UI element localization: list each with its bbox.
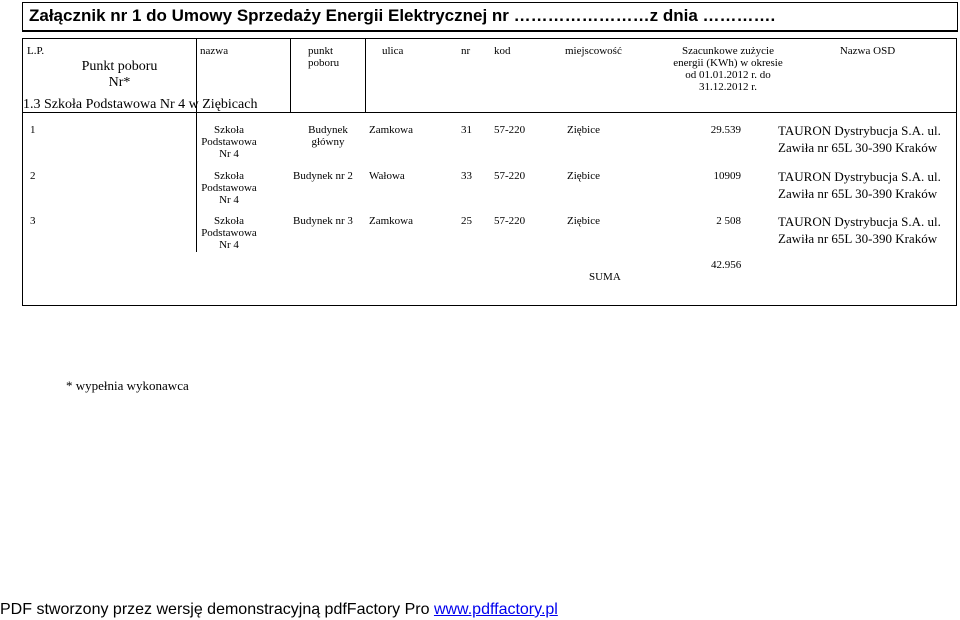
row-3-osd: TAURON Dystrybucja S.A. ul. Zawiła nr 65L 30-390 Kraków [778,214,941,246]
document-title: Załącznik nr 1 do Umowy Sprzedaży Energii Elektrycznej nr ……………………z dnia …………. [22,2,958,32]
header-nazwa: nazwa [200,45,229,57]
row-2-ulica: Wałowa [369,170,405,182]
sum-label: SUMA [589,271,621,283]
row-3-nazwa: Szkoła Podstawowa Nr 4 [201,215,257,251]
row-2-punkt: Budynek nr 2 [293,170,353,182]
pdf-footer [0,601,558,619]
header-nr: nr [461,45,471,57]
row-2-nazwa: Szkoła Podstawowa Nr 4 [201,170,257,206]
row-1-nazwa: Szkoła Podstawowa Nr 4 [201,124,257,160]
row-3-punkt: Budynek nr 3 [293,215,353,227]
row-2-osd: TAURON Dystrybucja S.A. ul. Zawiła nr 65L 30-390 Kraków [778,169,941,201]
header-zuzycie: Szacunkowe zużycie energii (KWh) w okresie od 01.01.2012 r. do 31.12.2012 r. [673,45,783,93]
footer-link[interactable]: www.pdffactory.pl [433,601,558,618]
row-3-nr: 25 [461,215,472,227]
footnote: * wypełnia wykonawca [66,378,189,393]
row-1-osd: TAURON Dystrybucja S.A. ul. Zawiła nr 65L 30-390 Kraków [778,123,941,155]
row-1-punkt: Budynek główny [308,124,348,148]
section-title: 1.3 Szkoła Podstawowa Nr 4 w Ziębicach [23,97,258,112]
row-1-lp: 1 [30,124,36,136]
row-3-kod: 57-220 [494,215,526,227]
column-divider [365,38,366,112]
header-miejscowosc: miejscowość [565,45,622,57]
row-3-miejscowosc: Ziębice [567,215,600,227]
header-punkt-poboru-nr: Punkt poboru Nr* [81,59,158,90]
header-lp: L.P. [27,45,45,57]
row-1-nr: 31 [461,124,472,136]
column-divider [290,38,291,112]
header-punkt-poboru: punkt poboru [308,45,340,69]
row-2-zuzycie: 10909 [713,170,741,182]
footer-text: PDF stworzony przez wersję demonstracyjną pdfFactory Pro [0,601,434,618]
header-ulica: ulica [382,45,404,57]
row-2-nr: 33 [461,170,472,182]
row-1-kod: 57-220 [494,124,526,136]
row-3-ulica: Zamkowa [369,215,413,227]
row-3-zuzycie: 2 508 [716,215,741,227]
row-1-miejscowosc: Ziębice [567,124,600,136]
row-1-ulica: Zamkowa [369,124,413,136]
row-2-kod: 57-220 [494,170,526,182]
row-2-miejscowosc: Ziębice [567,170,600,182]
row-1-zuzycie: 29.539 [710,124,741,136]
sum-value: 42.956 [711,259,742,271]
row-2-lp: 2 [30,170,36,182]
header-osd: Nazwa OSD [839,45,896,57]
row-3-lp: 3 [30,215,36,227]
header-kod: kod [494,45,511,57]
